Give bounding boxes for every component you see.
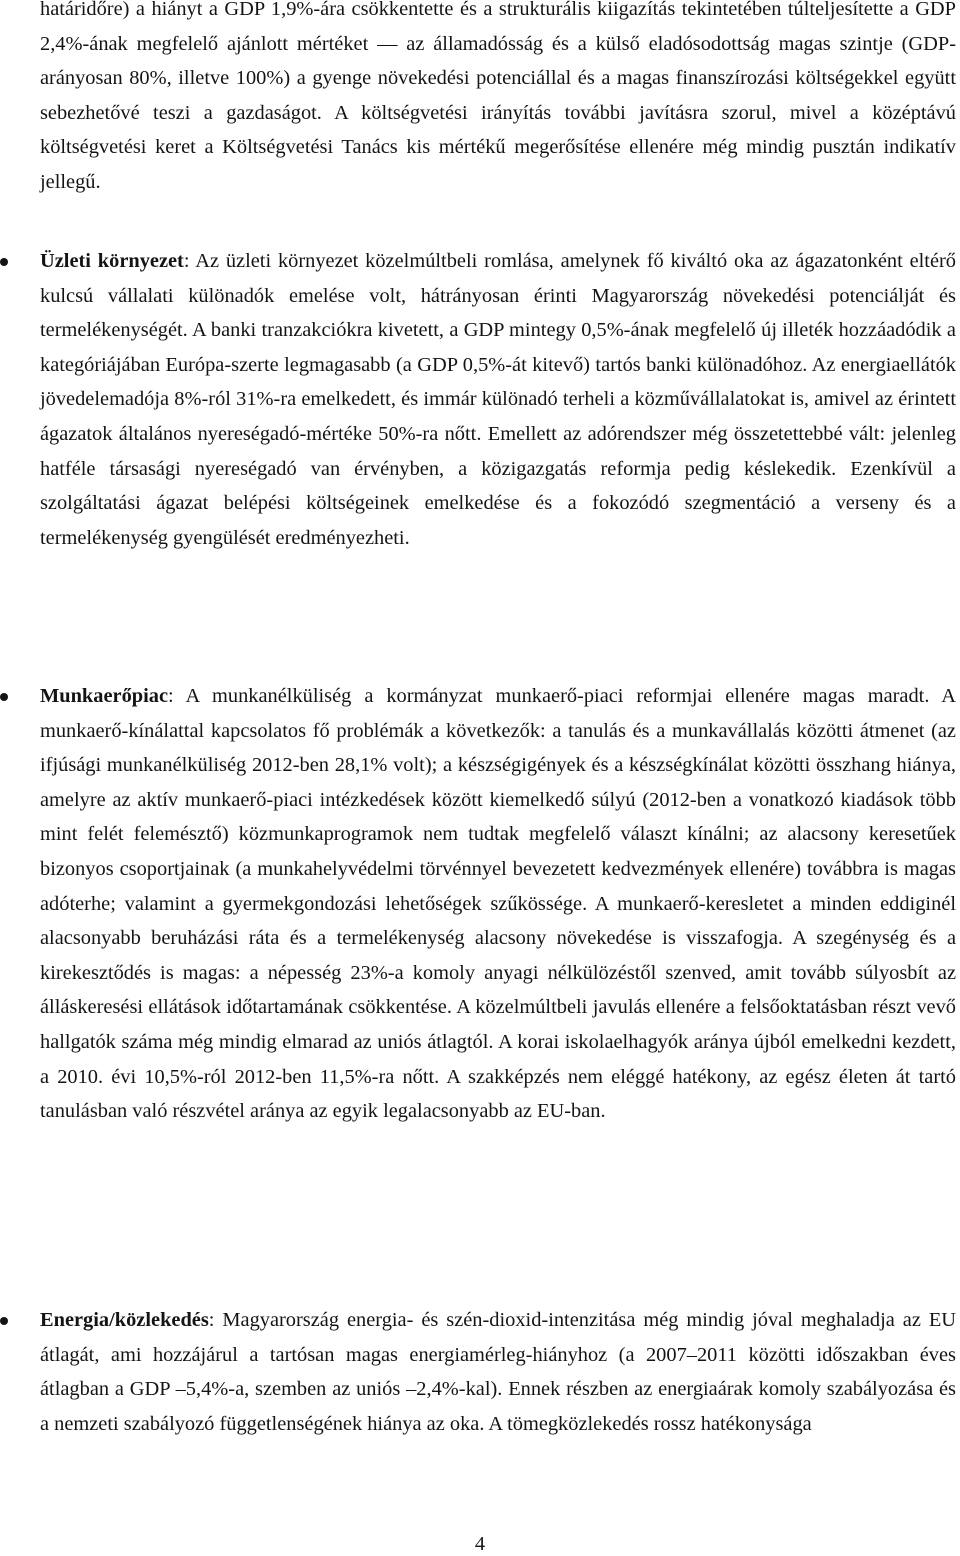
bullet-paragraph (40, 1303, 956, 1441)
bullet-item-energy-transport (0, 1303, 960, 1441)
bullet-item-labour-market (0, 679, 960, 1129)
bullet-term: Üzleti környezet (40, 250, 184, 272)
bullet-term: Energia/közlekedés (40, 1309, 209, 1331)
bullet-dot-icon (0, 1317, 8, 1325)
bullet-text: : A munkanélküliség a kormányzat munkaerő-piaci reformjai ellenére magas maradt. A munkaerő-kínálattal kapcsolatos fő problémák a következők: a tanulás és a munkavállalás közötti átmenet (az ifjúsági munkanélküliség 2012-ben 28,1% volt); a készségigények és a készségkínálat közötti összhang hiánya, amelyre az aktív munkaerő-piaci intézkedések között kiemelkedő súlyú (2012-ben a vonatkozó kiadások több mint felét felemésztő) közmunkaprogramok nem tudtak megfelelő választ kínálni; az alacsony keresetűek bizonyos csoportjainak (a munkahelyvédelmi törvénnyel bevezetett kedvezmények ellenére) továbbra is magas adóterhe; valamint a gyermekgondozási lehetőségek szűkössége. A munkaerő-keresletet a minden eddiginél alacsonyabb beruházási ráta és a termelékenység alacsony növekedése is visszafogja. A szegénység és a kirekesztődés is magas: a népesség 23%-a komoly anyagi nélkülözéstől szenved, amit tovább súlyosbít az álláskeresési ellátások időtartamának csökkentése. A közelmúltbeli javulás ellenére a felsőoktatásban részt vevő hallgatók száma még mindig elmarad az uniós átlagtól. A korai iskolaelhagyók aránya újból emelkedni kezdett, a 2010. évi 10,5%-ról 2012-ben 11,5%-ra nőtt. A szakképzés nem eléggé hatékony, az egész életen át tartó tanulásban való részvétel aránya az egyik legalacsonyabb az EU-ban. (40, 685, 956, 1123)
intro-paragraph: határidőre) a hiányt a GDP 1,9%-ára csökkentette és a strukturális kiigazítás tekintetében túlteljesítette a GDP 2,4%-ának megfelelő ajánlott mértéket — az államadósság és a külső eladósodottság magas szintje (GDP-arányosan 80%, illetve 100%) a gyenge növekedési potenciállal és a magas finanszírozási költségekkel együtt sebezhetővé teszi a gazdaságot. A költségvetési irányítás további javításra szorul, mivel a középtávú költségvetési keret a Költségvetési Tanács kis mértékű megerősítése ellenére még mindig pusztán indikatív jellegű. (40, 0, 956, 193)
bullet-paragraph (40, 679, 956, 1129)
page-number: 4 (474, 1533, 486, 1555)
bullet-paragraph (40, 244, 956, 555)
bullet-text: : Az üzleti környezet közelmúltbeli romlása, amelynek fő kiváltó oka az ágazatonként eltérő kulcsú vállalati különadók emelése volt, hátrányosan érinti Magyarország növekedési potenciálját és termelékenységét. A banki tranzakciókra kivetett, a GDP mintegy 0,5%-ának megfelelő új illeték hozzáadódik a kategóriájában Európa-szerte legmagasabb (a GDP 0,5%-át kitevő) tartós banki különadóhoz. Az energiaellátók jövedelemadója 8%-ról 31%-ra emelkedett, és immár különadó terheli a közművállalatokat is, amivel az érintett ágazatok általános nyereségadó-mértéke 50%-ra nőtt. Emellett az adórendszer még összetettebbé vált: jelenleg hatféle társasági nyereségadó van érvényben, a közigazgatás reformja pedig késlekedik. Ezenkívül a szolgáltatási ágazat belépési költségeinek emelkedése és a fokozódó szegmentáció a verseny és a termelékenység gyengülését eredményezheti. (40, 250, 956, 549)
bullet-dot-icon (0, 258, 8, 266)
bullet-term: Munkaerőpiac (40, 685, 169, 707)
bullet-text: : Magyarország energia- és szén-dioxid-intenzitása még mindig jóval meghaladja az EU átlagát, ami hozzájárul a tartósan magas energiamérleg-hiányhoz (a 2007–2011 közötti időszakban éves átlagban a GDP –5,4%-a, szemben az uniós –2,4%-kal). Ennek részben az energiaárak komoly szabályozása és a nemzeti szabályozó függetlenségének hiánya az oka. A tömegközlekedés rossz hatékonysága (40, 1309, 956, 1435)
bullet-dot-icon (0, 693, 8, 701)
bullet-item-business-environment (0, 244, 960, 555)
